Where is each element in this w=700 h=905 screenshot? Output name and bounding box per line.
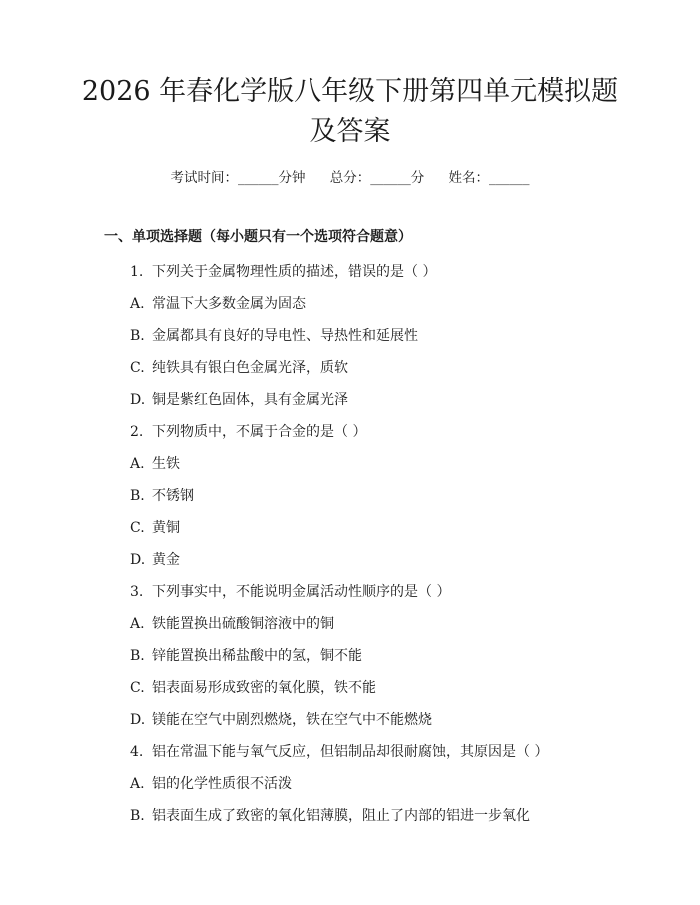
option-2b bbox=[130, 486, 194, 506]
option-letter: A. bbox=[130, 776, 145, 792]
option-3c bbox=[130, 678, 376, 698]
option-letter: A. bbox=[130, 616, 145, 632]
exam-score: 总分：______分 bbox=[329, 170, 425, 186]
question-number: 2. bbox=[130, 424, 144, 440]
option-1b bbox=[130, 326, 418, 346]
option-text: 铝表面生成了致密的氧化铝薄膜，阻止了内部的铝进一步氧化 bbox=[152, 808, 530, 824]
option-letter: C. bbox=[130, 520, 145, 536]
option-letter: A. bbox=[130, 296, 145, 312]
question-text: 下列物质中，不属于合金的是（ ） bbox=[152, 424, 367, 440]
section-heading: 一、单项选择题（每小题只有一个选项符合题意） bbox=[104, 229, 412, 245]
option-letter: C. bbox=[130, 360, 145, 376]
exam-name: 姓名：______ bbox=[448, 170, 530, 186]
option-2c bbox=[130, 518, 180, 538]
question-text: 下列关于金属物理性质的描述，错误的是（ ） bbox=[152, 264, 437, 280]
title-line-1: 2026 年春化学版八年级下册第四单元模拟题 bbox=[81, 76, 619, 107]
question-2 bbox=[130, 422, 366, 442]
option-3a bbox=[130, 614, 334, 634]
option-text: 铝表面易形成致密的氧化膜，铁不能 bbox=[152, 680, 376, 696]
option-text: 常温下大多数金属为固态 bbox=[152, 296, 306, 312]
question-number: 3. bbox=[130, 584, 144, 600]
option-text: 黄铜 bbox=[152, 520, 180, 536]
option-letter: D. bbox=[130, 552, 146, 568]
option-4a bbox=[130, 774, 292, 794]
question-text: 下列事实中，不能说明金属活动性顺序的是（ ） bbox=[152, 584, 451, 600]
option-letter: B. bbox=[130, 648, 145, 664]
option-letter: B. bbox=[130, 808, 145, 824]
option-text: 铁能置换出硫酸铜溶液中的铜 bbox=[152, 616, 334, 632]
option-letter: A. bbox=[130, 456, 145, 472]
question-4 bbox=[130, 742, 548, 762]
option-2a bbox=[130, 454, 180, 474]
option-1d bbox=[130, 390, 348, 410]
option-letter: D. bbox=[130, 392, 146, 408]
question-number: 1. bbox=[130, 264, 144, 280]
option-text: 铝的化学性质很不活泼 bbox=[152, 776, 292, 792]
option-letter: D. bbox=[130, 712, 146, 728]
title-line-2: 及答案 bbox=[309, 116, 391, 147]
option-letter: B. bbox=[130, 328, 145, 344]
option-text: 金属都具有良好的导电性、导热性和延展性 bbox=[152, 328, 418, 344]
option-text: 纯铁具有银白色金属光泽，质软 bbox=[152, 360, 348, 376]
option-text: 黄金 bbox=[152, 552, 180, 568]
question-1 bbox=[130, 262, 436, 282]
question-number: 4. bbox=[130, 744, 144, 760]
option-text: 生铁 bbox=[152, 456, 180, 472]
option-text: 锌能置换出稀盐酸中的氢，铜不能 bbox=[152, 648, 362, 664]
option-3b bbox=[130, 646, 362, 666]
question-text: 铝在常温下能与氧气反应，但铝制品却很耐腐蚀，其原因是（ ） bbox=[152, 744, 549, 760]
question-3 bbox=[130, 582, 450, 602]
option-text: 镁能在空气中剧烈燃烧，铁在空气中不能燃烧 bbox=[152, 712, 432, 728]
document-title bbox=[60, 72, 640, 152]
option-3d bbox=[130, 710, 432, 730]
exam-meta bbox=[0, 168, 700, 188]
exam-time: 考试时间：______分钟 bbox=[170, 170, 306, 186]
option-1c bbox=[130, 358, 348, 378]
option-4b bbox=[130, 806, 530, 826]
option-1a bbox=[130, 294, 306, 314]
option-text: 铜是紫红色固体，具有金属光泽 bbox=[152, 392, 348, 408]
option-2d bbox=[130, 550, 180, 570]
option-letter: C. bbox=[130, 680, 145, 696]
option-text: 不锈钢 bbox=[152, 488, 194, 504]
option-letter: B. bbox=[130, 488, 145, 504]
